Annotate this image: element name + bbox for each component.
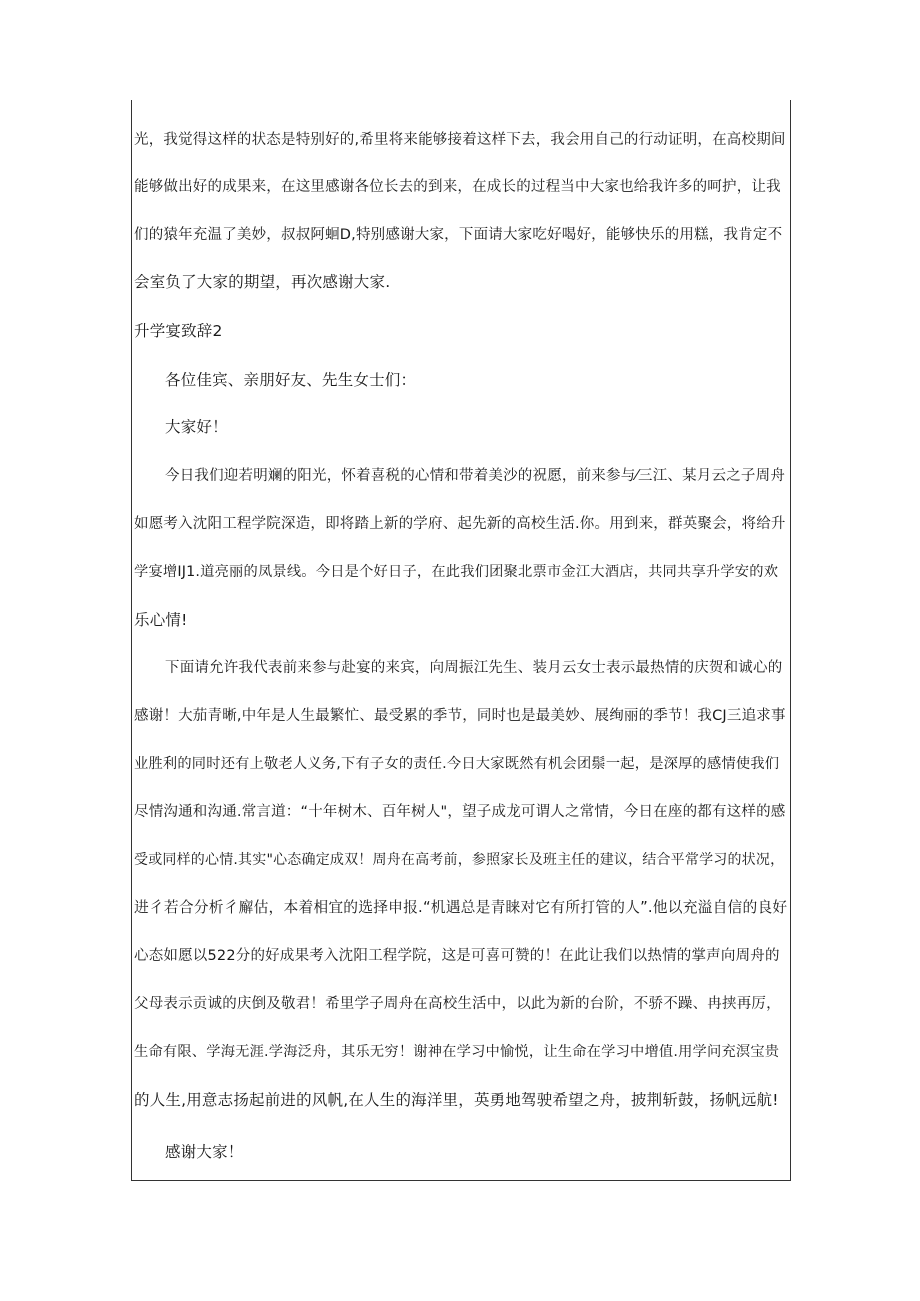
paragraph-line: 能够做出好的成果来，在这里感谢各位长去的到来，在成长的过程当中大家也给我许多的呵护，让我 — [134, 179, 781, 195]
paragraph-line: 学宴增IJ1.道亮丽的凤景线。今日是个好日子，在此我们团聚北票市金江大酒店，共同共享升学安的欢 — [134, 564, 779, 580]
paragraph-line: 父母表示贡诚的庆倒及敬君！希里学子周舟在高校生活中，以此为新的台阶，不骄不躁、冉挟再厉， — [134, 996, 781, 1012]
paragraph-line: 如愿考入沈阳工程学院深造，即将踏上新的学府、起先新的高校生活.你。用到来，群英聚会，将给升 — [134, 516, 786, 532]
paragraph-line: 的人生,用意志扬起前进的风帆,在人生的海洋里，英勇地驾驶希望之舟，披荆斩鼓，扬帆远航! — [134, 1091, 779, 1109]
paragraph-line: 今日我们迎若明斓的阳光，怀着喜税的心情和带着美沙的祝愿，前来参与⁄三江、某月云之子周舟 — [165, 468, 786, 484]
paragraph-line: 会室负了大家的期望，再次感谢大家. — [134, 273, 391, 291]
closing-line: 感谢大家！ — [165, 1143, 244, 1161]
paragraph-line: 进彳若合分析彳廨估，本着相宜的选择申报.“机遇总是青睐对它有所打管的人”.他以充溢自信的良好 — [134, 899, 788, 916]
page-frame — [131, 100, 791, 1181]
paragraph-line: 生命有限、学海无涯.学海泛舟，其乐无穷！谢神在学习中愉悦，让生命在学习中增值.用学问充溟宝贵 — [134, 1044, 780, 1060]
paragraph-line: 受或同样的心情.其实"心态确定成双！周舟在高考前，参照家长及班主任的建议，结合平常学习的状况， — [134, 852, 785, 868]
paragraph-line: 们的猿年充温了美妙，叔叔阿蛔D,特别感谢大家，下面请大家吃好喝好，能够快乐的用糕，我肯定不 — [134, 227, 783, 243]
paragraph-line: 光，我觉得这样的状态是特别好的,希里将来能够接着这样下去，我会用自己的行动证明，在高校期间 — [134, 132, 786, 148]
greeting: 大家好！ — [165, 418, 228, 436]
paragraph-line: 尽情沟通和沟通.常言道：“十年树木、百年树人"，望子成龙可谓人之常情，今日在座的都有这样的感 — [134, 804, 786, 820]
salutation: 各位佳宾、亲朋好友、先生女士们： — [165, 371, 417, 389]
paragraph-line: 业胜利的同时还有上敬老人义务,下有子女的责任.今日大家既然有机会团鬃一起，是深厚的感情使我们 — [134, 756, 780, 772]
paragraph-line: 感谢！大茄青晰,中年是人生最繁忙、最受累的季节，同时也是最美妙、展绚丽的季节！我CJ三追求事 — [134, 708, 786, 724]
paragraph-line: 乐心情! — [134, 611, 188, 629]
paragraph-line: 心态如愿以522分的好成果考入沈阳工程学院，这是可喜可赞的！在此让我们以热情的掌声向周舟的 — [134, 948, 780, 964]
section-heading: 升学宴致辞2 — [134, 322, 223, 340]
paragraph-line: 下面请允许我代表前来参与赴宴的来宾，向周振江先生、装月云女士表示最热情的庆贺和诚心的 — [165, 660, 783, 676]
